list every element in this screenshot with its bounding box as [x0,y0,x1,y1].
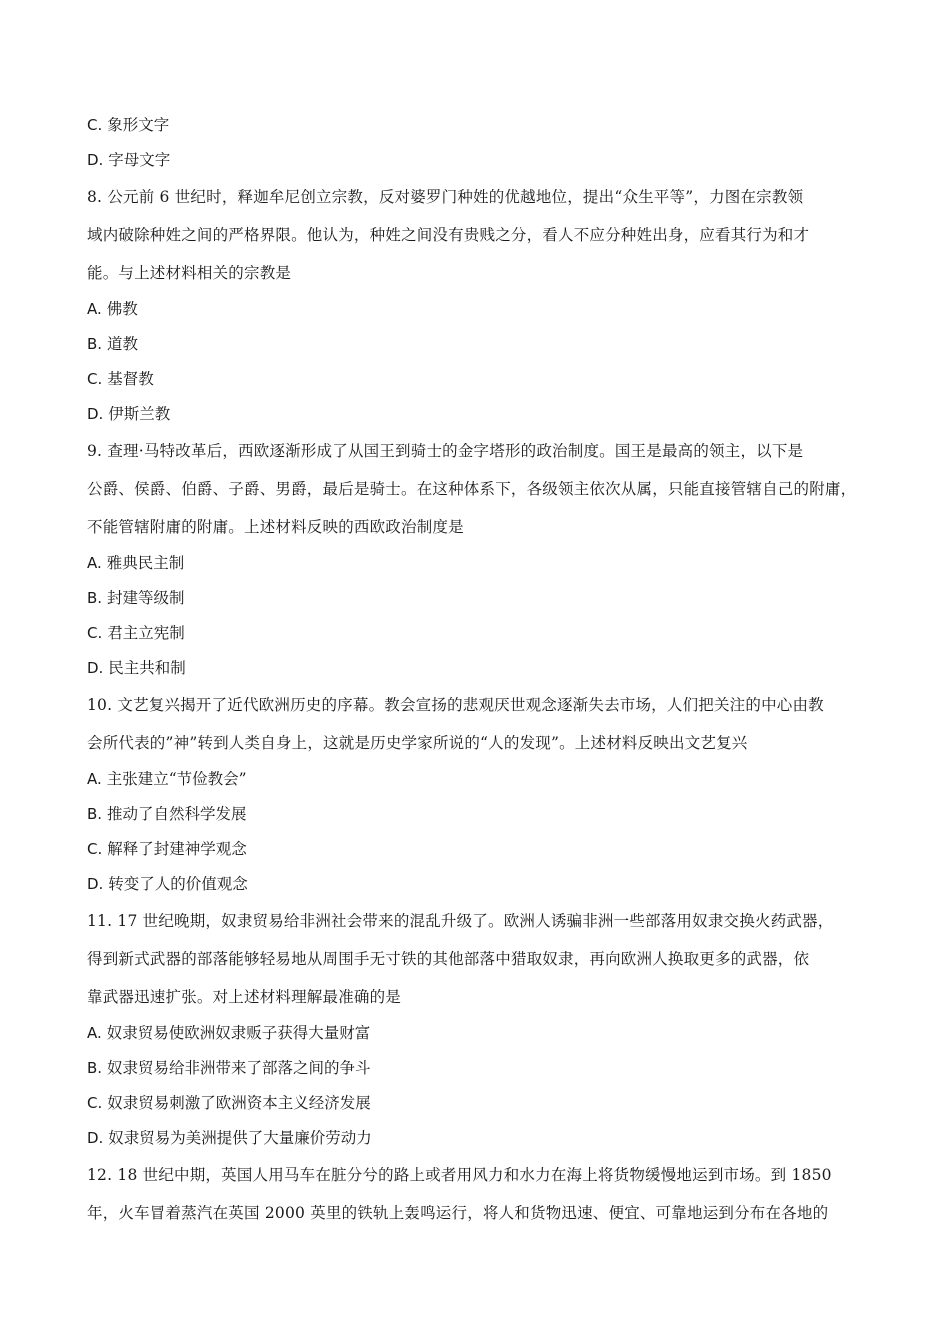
question-stem-line: 9. 查理·马特改革后，西欧逐渐形成了从国王到骑士的金字塔形的政治制度。国王是最高的领主，以下是 [87,442,804,460]
option-a[interactable]: A. 佛教 [87,300,138,318]
question-stem-line: 11. 17 世纪晚期，奴隶贸易给非洲社会带来的混乱升级了。欧洲人诱骗非洲一些部落用奴隶交换火药武器， [87,912,834,930]
question-7-tail [87,108,877,178]
option-b[interactable]: B. 推动了自然科学发展 [87,805,247,823]
option-c[interactable]: C. 奴隶贸易刺激了欧洲资本主义经济发展 [87,1094,371,1112]
question-stem-line: 12. 18 世纪中期，英国人用马车在脏分兮的路上或者用风力和水力在海上将货物缓慢地运到市场。到 1850 [87,1166,832,1184]
question-stem-line: 年，火车冒着蒸汽在英国 2000 英里的铁轨上轰鸣运行，将人和货物迅速、便宜、可靠地运到分布在各地的 [87,1204,829,1222]
option-d[interactable]: D. 伊斯兰教 [87,405,171,423]
option-c[interactable]: C. 基督教 [87,370,154,388]
option-d[interactable]: D. 转变了人的价值观念 [87,875,248,893]
option-a[interactable]: A. 奴隶贸易使欧洲奴隶贩子获得大量财富 [87,1024,371,1042]
option-c[interactable]: C. 象形文字 [87,116,170,134]
question-stem-line: 公爵、侯爵、伯爵、子爵、男爵，最后是骑士。在这种体系下，各级领主依次从属，只能直接管辖自己的附庸， [87,480,857,498]
option-c[interactable]: C. 君主立宪制 [87,624,185,642]
option-a[interactable]: A. 雅典民主制 [87,554,185,572]
option-c[interactable]: C. 解释了封建神学观念 [87,840,247,858]
question-stem-line: 会所代表的”神”转到人类自身上，这就是历史学家所说的“人的发现”。上述材料反映出文艺复兴 [87,734,748,752]
question-stem-line: 能。与上述材料相关的宗教是 [87,264,292,282]
exam-page [87,108,877,1232]
question-12 [87,1156,877,1232]
question-stem-line: 10. 文艺复兴揭开了近代欧洲历史的序幕。教会宣扬的悲观厌世观念逐渐失去市场，人们把关注的中心由教 [87,696,824,714]
question-stem-line: 得到新式武器的部落能够轻易地从周围手无寸铁的其他部落中猎取奴隶，再向欧洲人换取更多的武器，依 [87,950,810,968]
question-stem-line: 8. 公元前 6 世纪时，释迦牟尼创立宗教，反对婆罗门种姓的优越地位，提出“众生平等”，力图在宗教领 [87,188,804,206]
option-a[interactable]: A. 主张建立“节俭教会” [87,770,247,788]
question-stem-line: 靠武器迅速扩张。对上述材料理解最准确的是 [87,988,402,1006]
option-d[interactable]: D. 民主共和制 [87,659,186,677]
question-9 [87,432,877,686]
question-10 [87,686,877,902]
option-b[interactable]: B. 道教 [87,335,139,353]
question-stem-line: 不能管辖附庸的附庸。上述材料反映的西欧政治制度是 [87,518,464,536]
option-b[interactable]: B. 奴隶贸易给非洲带来了部落之间的争斗 [87,1059,371,1077]
question-8 [87,178,877,432]
option-d[interactable]: D. 字母文字 [87,151,171,169]
question-11 [87,902,877,1156]
question-stem-line: 域内破除种姓之间的严格界限。他认为，种姓之间没有贵贱之分，看人不应分种姓出身，应看其行为和才 [87,226,810,244]
option-b[interactable]: B. 封建等级制 [87,589,185,607]
option-d[interactable]: D. 奴隶贸易为美洲提供了大量廉价劳动力 [87,1129,372,1147]
